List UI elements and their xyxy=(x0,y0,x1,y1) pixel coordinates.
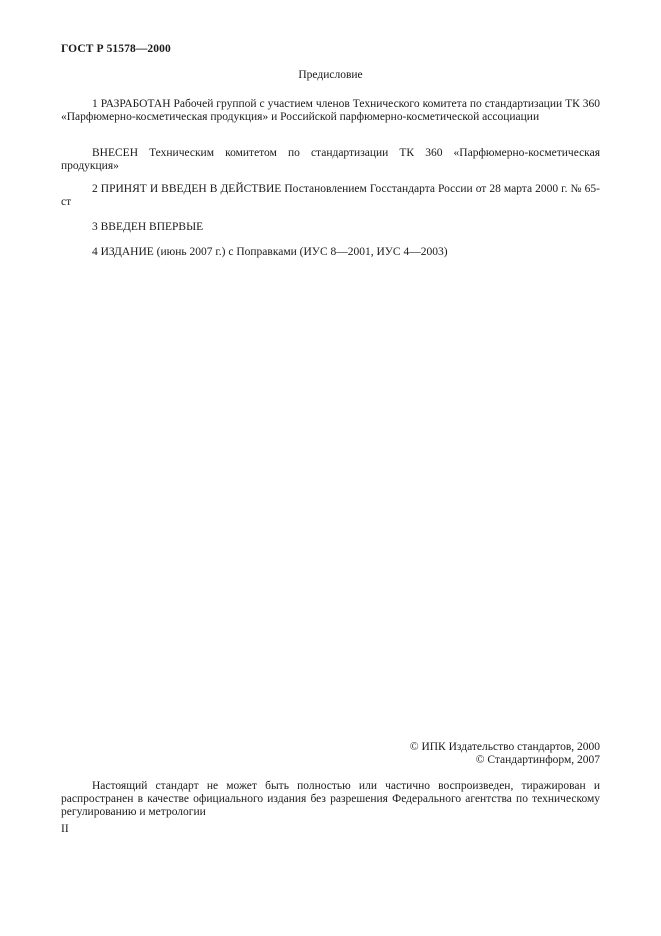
copyright-line-publisher: © ИПК Издательство стандартов, 2000 xyxy=(409,741,600,753)
page-number: II xyxy=(61,823,69,835)
preface-paragraph-developed: 1 РАЗРАБОТАН Рабочей группой с участием членов Технического комитета по стандартизации ТК 360 «Парфюмерно-косметическая продукция» и Российской парфюмерно-косметической ассоциации xyxy=(61,98,600,123)
preface-paragraph-adopted: 2 ПРИНЯТ И ВВЕДЕН В ДЕЙСТВИЕ Постановлением Госстандарта России от 28 марта 2000 г. № 65-ст xyxy=(61,183,600,208)
copyright-line-standartinform: © Стандартинформ, 2007 xyxy=(475,754,600,766)
preface-paragraph-introduced: ВНЕСЕН Техническим комитетом по стандартизации ТК 360 «Парфюмерно-косметическая продукция» xyxy=(61,147,600,172)
preface-title: Предисловие xyxy=(298,69,363,81)
standard-code-header: ГОСТ Р 51578—2000 xyxy=(61,43,171,55)
preface-paragraph-edition: 4 ИЗДАНИЕ (июнь 2007 г.) с Поправками (ИУС 8—2001, ИУС 4—2003) xyxy=(92,246,448,258)
reproduction-notice: Настоящий стандарт не может быть полностью или частично воспроизведен, тиражирован и распространен в качестве официального издания без разрешения Федерального агентства по техническому регулированию и метрологии xyxy=(61,780,600,818)
copyright-block xyxy=(410,741,600,767)
preface-paragraph-first-introduced: 3 ВВЕДЕН ВПЕРВЫЕ xyxy=(92,221,204,233)
